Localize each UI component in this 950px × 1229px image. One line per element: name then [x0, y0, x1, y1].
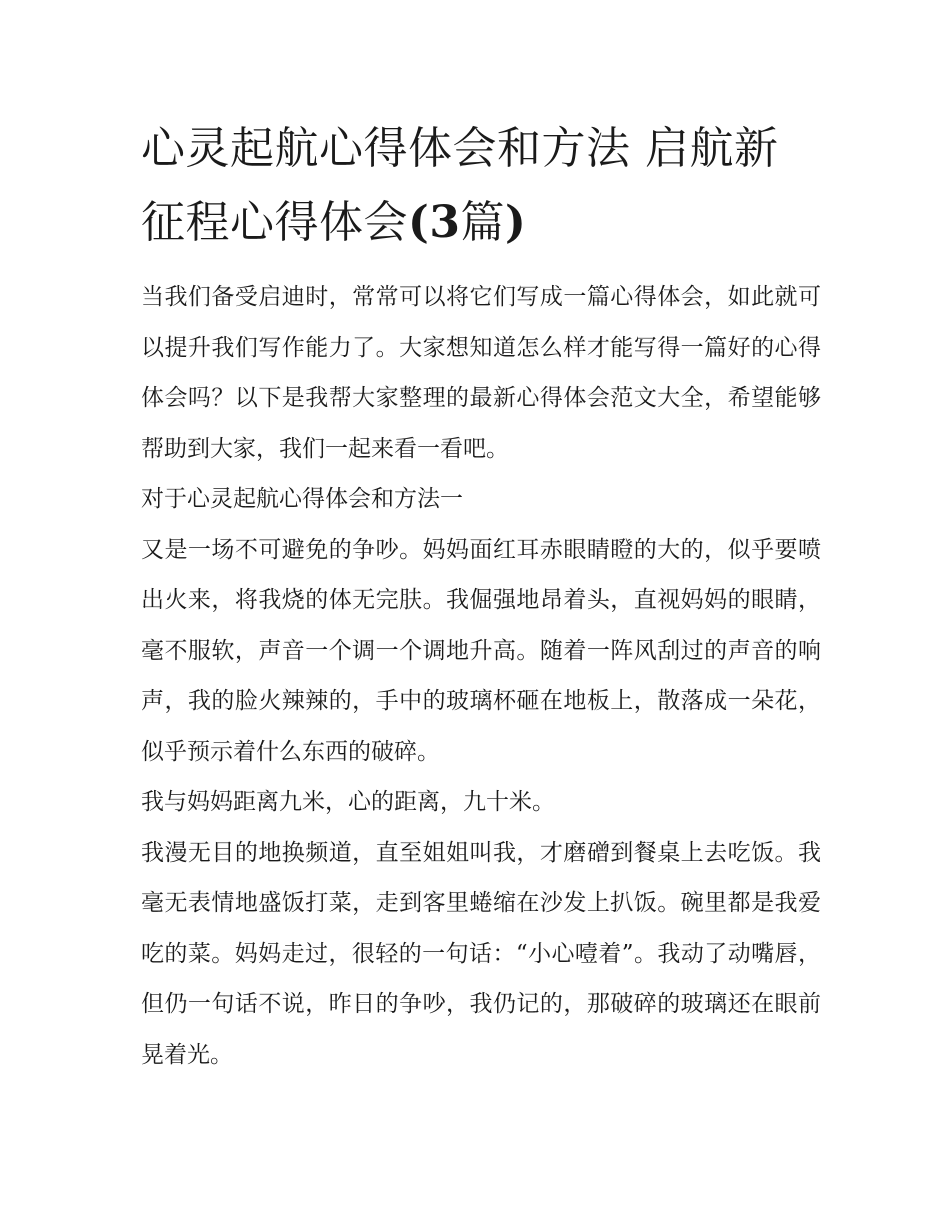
title-count-close: ) [504, 197, 527, 248]
title-text: 心灵起航心得体会和方法 启航新征程心得体会 [141, 123, 779, 248]
title-count-open: (3 [408, 197, 461, 248]
title-count-unit: 篇 [460, 197, 505, 248]
intro-paragraph: 当我们备受启迪时，常常可以将它们写成一篇心得体会，如此就可以提升我们写作能力了。大家想知道怎么样才能写得一篇好的心得体会吗？以下是我帮大家整理的最新心得体会范文大全，希望能够帮助到大家，我们一起来看一看吧。 [141, 284, 821, 462]
body-paragraph: 我与妈妈距离九米，心的距离，九十米。 [141, 789, 555, 815]
body-paragraph: 我漫无目的地换频道，直至姐姐叫我，才磨磳到餐桌上去吃饭。我毫无表情地盛饭打菜，走到客里蜷缩在沙发上扒饭。碗里都是我爱吃的菜。妈妈走过，很轻的一句话：“小心噎着”。我动了动嘴唇，但仍一句话不说，昨日的争吵，我仍记的，那破碎的玻璃还在眼前晃着光。 [141, 839, 821, 1068]
section-heading: 对于心灵起航心得体会和方法一 [141, 486, 463, 512]
document-page [141, 112, 821, 1080]
document-title [141, 112, 821, 260]
body-paragraph: 又是一场不可避免的争吵。妈妈面红耳赤眼睛瞪的大的，似乎要喷出火来，将我烧的体无完肤。我倔强地昂着头，直视妈妈的眼睛，毫不服软，声音一个调一个调地升高。随着一阵风刮过的声音的响声，我的脸火辣辣的，手中的玻璃杯砸在地板上，散落成一朵花，似乎预示着什么东西的破碎。 [141, 536, 821, 765]
